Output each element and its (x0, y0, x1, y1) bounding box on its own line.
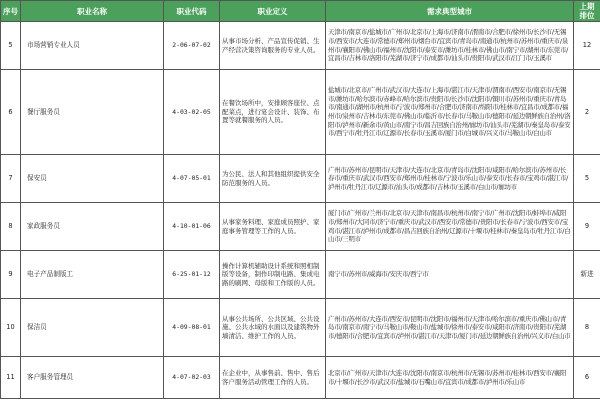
cell-definition: 在餐饮场所中，安排顾客座位、点配菜点，进行宴会设计、装饰、布置等就餐服务的人员。 (220, 70, 326, 155)
header-code: 职业代码 (164, 1, 220, 22)
cell-name: 客户服务管理员 (21, 357, 164, 399)
cell-definition: 在企业中，从事售前、售中、售后客户服务活动管理工作的人员。 (220, 357, 326, 399)
cell-code: 4-07-02-03 (164, 357, 220, 399)
header-row (1, 1, 600, 22)
cell-prev-rank: 5 (574, 155, 600, 203)
cell-code: 2-06-07-02 (164, 22, 220, 70)
cell-prev-rank: 8 (574, 299, 600, 357)
cell-code: 4-03-02-05 (164, 70, 220, 155)
cell-prev-rank: 新进 (574, 251, 600, 299)
cell-prev-rank: 9 (574, 203, 600, 251)
cell-cities: 广州市/苏州市/昆明市/天津市/大连市/北京市/青岛市/沈阳市/咸阳市/哈尔滨市/苏州市/长春市/重庆市/武汉市/西安市/郑州市/桂林市/宁波市/乐山市/泰安市/长春市/宝鸡市/湛江市/泸州市/牡丹江市/辽源市/汕头市/成都市/吉林市/玉溪市/白山市/廊坊市 (326, 155, 574, 203)
cell-name: 餐厅服务员 (21, 70, 164, 155)
cell-code: 6-25-01-12 (164, 251, 220, 299)
cell-cities: 南宁市/苏州市/威海市/安庆市/西宁市 (326, 251, 574, 299)
table-row (1, 299, 600, 357)
cell-definition: 为公民、法人和其他组织提供安全防范服务的人员。 (220, 155, 326, 203)
cell-definition: 从事公共场所、公共区域、公共设施、公共水域的水面以及建筑物外墙清洁、维护工作的人员。 (220, 299, 326, 357)
table-row (1, 357, 600, 399)
table-row (1, 203, 600, 251)
cell-name: 保安员 (21, 155, 164, 203)
cell-definition: 从事市场分析、产品宣传促销、生产经营决策咨询服务的专业人员。 (220, 22, 326, 70)
table-row (1, 251, 600, 299)
cell-prev-rank: 2 (574, 70, 600, 155)
cell-seq: 6 (1, 70, 21, 155)
cell-seq: 11 (1, 357, 21, 399)
cell-cities: 广州市/苏州市/大连市/西安市/昆明市/沈阳市/福州市/天津市/哈尔滨市/重庆市/佛山市/青岛市/南京市/南宁市/马鞍山市/鞍山市/盐城市/徐州市/泰安市/咸阳市/济南市/贵阳市/芜湖市/德阳市/合肥市/宜宾市/泸州市/湛江市/天津市/厦门市/延边朝鲜族自治州/兴义市/白山市 (326, 299, 574, 357)
cell-name: 电子产品制版工 (21, 251, 164, 299)
cell-seq: 7 (1, 155, 21, 203)
header-definition: 职业定义 (220, 1, 326, 22)
cell-code: 4-07-05-01 (164, 155, 220, 203)
cell-cities: 盐城市/北京市/广州市/武汉市/大连市/上海市/湛江市/天津市/渭南市/西安市/南京市/无锡市/潍坊市/哈尔滨市/赤峰市/哈尔滨市/贵阳市/长沙市/沈阳市/铜川市/苏州市/重庆市/青岛市/南通市/湖州市/杭州市/宁波市/郑州市/合肥市/济南市/绵阳市/桂林市/宜昌市/成都市/福州市/泉州市/吉林市/东莞市/佛山市/临沂市/长春市/马鞍山市/德阳市/延边朝鲜族自治州/洛阳市/泸州市/新余市/黄山市/南宁市/昌吉回族自治州/廊坊市/汕头市/芜湖市/秦皇岛市/泰安市/西宁市/牡丹江市/辽源市/长春市/玉溪市/厦门市/白城市/兴义市/马鞍山市/白山市 (326, 70, 574, 155)
header-seq: 序号 (1, 1, 21, 22)
cell-seq: 10 (1, 299, 21, 357)
cell-cities: 厦门市/广州市/兰州市/北京市/天津市/南昌市/杭州市/南宁市/广州市/沈阳市/蚌埠市/咸阳市/郑州市/大同市/济宁市/重庆市/武汉市/西安市/常德市/贵阳市/长春市/宁波市/西安市/宝鸡市/湛江市/泸州市/成都市/昌吉回族自治州/辽源市/十堰市/桂林市/秦皇岛市/牡丹江市/白山市/三明市 (326, 203, 574, 251)
cell-prev-rank: 12 (574, 22, 600, 70)
cell-code: 4-10-01-06 (164, 203, 220, 251)
cell-name: 市场营销专业人员 (21, 22, 164, 70)
cell-cities: 天津市/南京市/盐城市/广州市/北京市/上海市/济南市/渭南市/合肥市/徐州市/长沙市/无锡市/西安市/大连市/常德市/郑州市/烟台市/宜宾市/青岛市/南通市/杭州市/苏州市/重庆市/泉州市/襄阳市/佛山市/福州市/沈阳市/泰安市/潍坊市/桂林市/佛山市/南宁市/湖州市/东莞市/宜昌市/吉林市/洛阳市/芜湖市/济宁市/成都市/汕头市/贵阳市/武汉市/江门市/玉溪市 (326, 22, 574, 70)
cell-cities: 北京市/广州市/天津市/大连市/沈阳市/南京市/杭州市/无锡市/苏州市/桂林市/西安市/襄阳市/十堰市/长沙市/武汉市/盐城市/石嘴山市/宜宾市/成都市/泸州市/乐山市 (326, 357, 574, 399)
cell-code: 4-09-08-01 (164, 299, 220, 357)
cell-definition: 从事家务料理、家庭成员照护、家庭事务管理等工作的人员。 (220, 203, 326, 251)
cell-definition: 操作计算机辅助设计系统和照相制版等设备，制作印制电路、集成电路的刷网、母版和工作版的人员。 (220, 251, 326, 299)
cell-seq: 5 (1, 22, 21, 70)
cell-name: 保洁员 (21, 299, 164, 357)
cell-seq: 9 (1, 251, 21, 299)
cell-name: 家政服务员 (21, 203, 164, 251)
cell-prev-rank: 6 (574, 357, 600, 399)
table-row (1, 70, 600, 155)
cell-seq: 8 (1, 203, 21, 251)
table-row (1, 155, 600, 203)
header-prev-rank: 上期排位 (574, 1, 600, 22)
header-cities: 需求典型城市 (326, 1, 574, 22)
table-row (1, 22, 600, 70)
header-name: 职业名称 (21, 1, 164, 22)
